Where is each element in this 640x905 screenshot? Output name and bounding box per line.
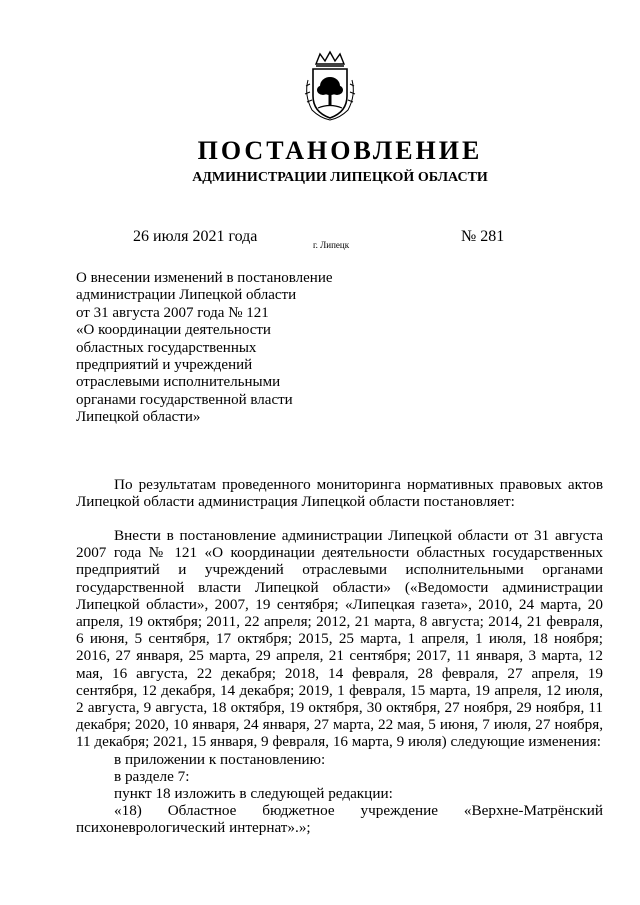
heading-line: администрации Липецкой области: [76, 287, 297, 304]
heading-line: отраслевыми исполнительными: [76, 374, 281, 391]
heading-line: от 31 августа 2007 года № 121: [76, 304, 269, 321]
coat-of-arms-icon: [300, 50, 360, 122]
main-block: [76, 527, 603, 751]
document-number: № 281: [461, 228, 505, 245]
amendment-quote: [76, 802, 603, 836]
preamble-paragraph: По результатам проведенного мониторинга нормативных правовых актов Липецкой области администрация Липецкой области постановляет:: [76, 476, 603, 511]
quote-word: учреждение: [360, 802, 439, 819]
document-heading: [76, 270, 333, 427]
document-date: 26 июля 2021 года: [133, 228, 258, 245]
document-subtitle: АДМИНИСТРАЦИИ ЛИПЕЦКОЙ ОБЛАСТИ: [192, 170, 488, 185]
list-item: пункт 18 изложить в следующей редакции:: [114, 785, 393, 802]
heading-line: О внесении изменений в постановление: [76, 270, 333, 286]
quote-line: психоневрологический интернат».»;: [76, 819, 311, 837]
quote-line: [76, 802, 603, 819]
heading-line: Липецкой области»: [76, 409, 201, 426]
heading-line: органами государственной власти: [76, 391, 293, 408]
quote-word: «Верхне-Матрёнский: [463, 802, 603, 819]
heading-line: областных государственных: [76, 339, 257, 356]
quote-word: бюджетное: [262, 802, 335, 819]
quote-word: «18): [114, 802, 142, 819]
document-city: г. Липецк: [313, 240, 350, 250]
list-item: в разделе 7:: [114, 768, 190, 785]
main-paragraph: Внести в постановление администрации Липецкой области от 31 августа 2007 года № 121 «О координации деятельности областных государственных предприятий и учреждений отраслевыми исполнительными органами государственной власти Липецкой области» («Ведомости администрации Липецкой области», 2007, 19 сентября; «Липецкая газета», 2010, 24 марта, 20 апреля, 19 октября; 2011, 22 апреля; 2012, 21 марта, 8 августа; 2014, 21 февраля, 6 июня, 5 сентября, 17 октября; 2015, 25 марта, 1 апреля, 1 июля, 18 ноября; 2016, 27 января, 25 марта, 29 апреля, 21 сентября; 2017, 11 января, 3 марта, 12 мая, 16 августа, 22 декабря; 2018, 14 февраля, 28 февраля, 27 апреля, 19 сентября, 12 декабря, 14 декабря; 2019, 1 февраля, 15 марта, 19 апреля, 12 июля, 2 августа, 9 августа, 18 октября, 19 октября, 30 октября, 27 ноября, 29 ноября, 11 декабря; 2020, 10 января, 24 января, 27 марта, 22 мая, 5 июня, 7 июля, 27 ноября, 11 декабря; 2021, 15 января, 9 февраля, 16 марта, 9 июля) следующие изменения:: [76, 527, 603, 751]
heading-line: «О координации деятельности: [76, 322, 271, 339]
heading-line: предприятий и учреждений: [76, 357, 253, 374]
list-item: в приложении к постановлению:: [114, 751, 326, 768]
quote-word: Областное: [167, 802, 237, 819]
preamble-block: [76, 476, 603, 510]
document-title: ПОСТАНОВЛЕНИЕ: [197, 136, 483, 165]
